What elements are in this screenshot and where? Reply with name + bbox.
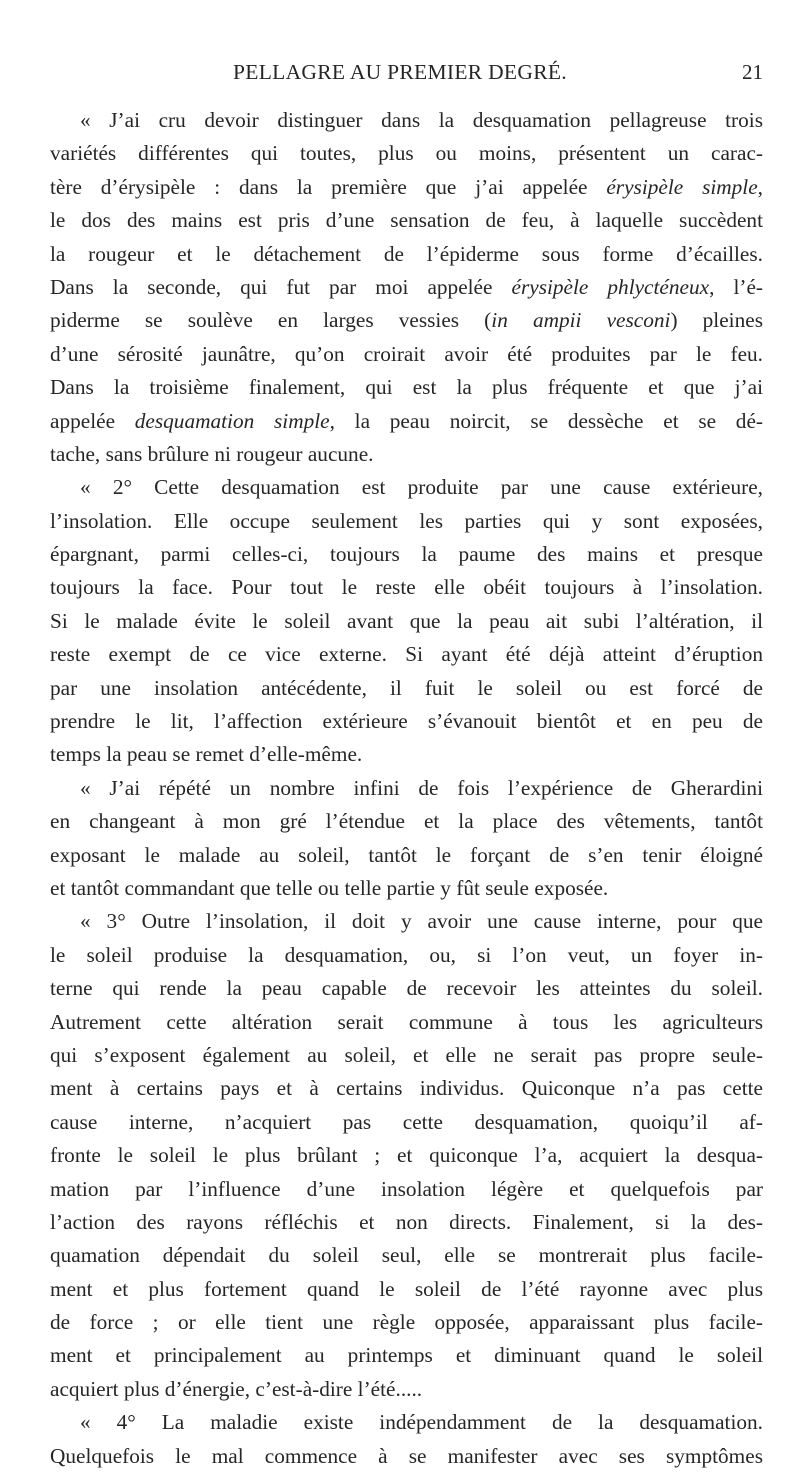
text-segment: , l’é- xyxy=(709,274,763,299)
text-line xyxy=(50,605,763,638)
text-line xyxy=(50,1006,763,1039)
italic-term: desquamation simple xyxy=(134,408,330,433)
text-segment: Si le malade évite le soleil avant que la peau ait subi l’altération, il xyxy=(50,608,763,633)
text-line xyxy=(50,1072,763,1105)
text-segment: toujours la face. Pour tout le reste elle obéit toujours à l’insolation. xyxy=(50,575,763,600)
text-line xyxy=(50,238,763,271)
text-line xyxy=(50,1173,763,1206)
text-segment: cause interne, n’acquiert pas cette desquamation, quoiqu’il af- xyxy=(50,1109,763,1134)
text-segment: ment à certains pays et à certains individus. Quiconque n’a pas cette xyxy=(50,1076,763,1101)
text-segment: l’insolation. Elle occupe seulement les parties qui y sont exposées, xyxy=(50,508,763,533)
text-segment: Dans la troisième finalement, qui est la plus fréquente et que j’ai xyxy=(50,375,763,400)
text-segment: ment et principalement au printemps et diminuant quand le soleil xyxy=(50,1343,763,1368)
text-line xyxy=(50,939,763,972)
text-segment: épargnant, parmi celles-ci, toujours la paume des mains et presque xyxy=(50,542,763,567)
text-segment: reste exempt de ce vice externe. Si ayant été déjà atteint d’éruption xyxy=(50,642,763,667)
text-segment: , xyxy=(757,174,763,199)
italic-term: in ampii vesconi xyxy=(491,308,671,333)
text-segment: prendre le lit, l’affection extérieure s’évanouit bientôt et en peu de xyxy=(50,709,763,734)
text-line xyxy=(50,271,763,304)
text-line xyxy=(50,839,763,872)
text-line xyxy=(50,538,763,571)
text-segment: tère d’érysipèle : dans la première que j’ai appelée xyxy=(50,174,607,199)
text-line xyxy=(50,1273,763,1306)
text-segment: et tantôt commandant que telle ou telle partie y fût seule exposée. xyxy=(50,875,609,900)
text-segment: terne qui rende la peau capable de recevoir les atteintes du soleil. xyxy=(50,976,763,1001)
text-segment: « J’ai répété un nombre infini de fois l’expérience de Gherardini xyxy=(80,775,763,800)
text-line xyxy=(50,1373,763,1406)
text-segment: variétés différentes qui toutes, plus ou moins, présentent un carac- xyxy=(50,141,763,166)
text-line xyxy=(50,137,763,170)
text-segment: « J’ai cru devoir distinguer dans la desquamation pellagreuse trois xyxy=(80,108,763,132)
running-head xyxy=(0,58,800,86)
text-line xyxy=(50,1406,763,1439)
text-line xyxy=(50,405,763,438)
text-segment: Dans la seconde, qui fut par moi appelée xyxy=(50,274,512,299)
text-segment: piderme se soulève en larges vessies ( xyxy=(50,308,492,333)
text-line xyxy=(50,438,763,471)
text-line xyxy=(50,738,763,771)
text-line xyxy=(50,104,763,137)
text-segment: par une insolation antécédente, il fuit le soleil ou est forcé de xyxy=(50,675,763,700)
text-line xyxy=(50,972,763,1005)
text-segment: fronte le soleil le plus brûlant ; et quiconque l’a, acquiert la desqua- xyxy=(50,1143,763,1168)
text-line xyxy=(50,204,763,237)
text-segment: d’une sérosité jaunâtre, qu’on croirait avoir été produites par le feu. xyxy=(50,341,763,366)
text-line xyxy=(50,772,763,805)
text-line xyxy=(50,338,763,371)
text-segment: Quelquefois le mal commence à se manifester avec ses symptômes xyxy=(50,1443,763,1468)
page-number: 21 xyxy=(742,60,763,84)
text-segment: temps la peau se remet d’elle-même. xyxy=(50,742,363,767)
text-line xyxy=(50,905,763,938)
text-segment: en changeant à mon gré l’étendue et la place des vêtements, tantôt xyxy=(50,809,763,834)
text-segment: acquiert plus d’énergie, c’est-à-dire l’été..... xyxy=(50,1376,423,1401)
text-line xyxy=(50,1306,763,1339)
text-segment: , la peau noircit, se dessèche et se dé- xyxy=(329,408,763,433)
italic-term: érysipèle simple xyxy=(606,174,758,199)
text-segment: quamation dépendait du soleil seul, elle se montrerait plus facile- xyxy=(50,1243,763,1268)
running-title: PELLAGRE AU PREMIER DEGRÉ. xyxy=(233,60,567,84)
text-line xyxy=(50,1239,763,1272)
text-line xyxy=(50,805,763,838)
text-line xyxy=(50,1106,763,1139)
text-line xyxy=(50,471,763,504)
text-line xyxy=(50,371,763,404)
body-text xyxy=(50,104,763,1473)
text-segment: qui s’exposent également au soleil, et elle ne serait pas propre seule- xyxy=(50,1042,763,1067)
text-segment: ) pleines xyxy=(670,308,763,333)
text-segment: « 2° Cette desquamation est produite par une cause extérieure, xyxy=(80,475,763,500)
text-segment: Autrement cette altération serait commune à tous les agriculteurs xyxy=(50,1009,763,1034)
text-line xyxy=(50,1206,763,1239)
text-segment: exposant le malade au soleil, tantôt le forçant de s’en tenir éloigné xyxy=(50,842,763,867)
text-line xyxy=(50,705,763,738)
text-line xyxy=(50,571,763,604)
text-segment: « 3° Outre l’insolation, il doit y avoir une cause interne, pour que xyxy=(80,909,763,934)
text-segment: ment et plus fortement quand le soleil de l’été rayonne avec plus xyxy=(50,1276,763,1301)
text-segment: « 4° La maladie existe indépendamment de la desquamation. xyxy=(80,1410,763,1435)
text-line xyxy=(50,171,763,204)
text-segment: tache, sans brûlure ni rougeur aucune. xyxy=(50,441,374,466)
text-segment: l’action des rayons réfléchis et non directs. Finalement, si la des- xyxy=(50,1209,763,1234)
text-segment: le soleil produise la desquamation, ou, si l’on veut, un foyer in- xyxy=(50,942,763,967)
text-line xyxy=(50,872,763,905)
text-line xyxy=(50,505,763,538)
text-segment: de force ; or elle tient une règle opposée, apparaissant plus facile- xyxy=(50,1310,763,1335)
text-line xyxy=(50,1339,763,1372)
text-line xyxy=(50,1139,763,1172)
text-line xyxy=(50,1039,763,1072)
text-segment: appelée xyxy=(50,408,135,433)
text-line xyxy=(50,638,763,671)
text-segment: le dos des mains est pris d’une sensation de feu, à laquelle succèdent xyxy=(50,208,763,233)
text-segment: la rougeur et le détachement de l’épiderme sous forme d’écailles. xyxy=(50,241,763,266)
text-segment: mation par l’influence d’une insolation légère et quelquefois par xyxy=(50,1176,763,1201)
text-line xyxy=(50,1440,763,1473)
italic-term: érysipèle phlycténeux xyxy=(511,274,710,299)
text-line xyxy=(50,672,763,705)
text-line xyxy=(50,304,763,337)
